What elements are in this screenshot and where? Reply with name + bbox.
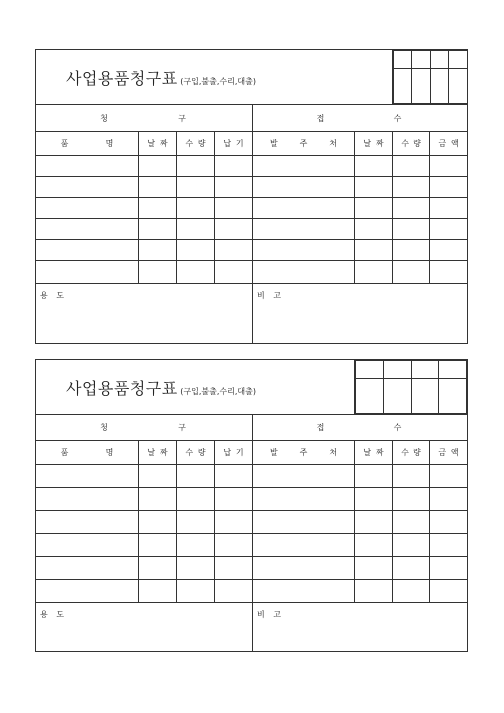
remarks-label: 비 고: [257, 291, 284, 300]
col-due: 납 기: [215, 132, 253, 156]
request-form-2: [35, 359, 467, 652]
col-due: 납 기: [215, 441, 253, 465]
table-row[interactable]: [36, 465, 468, 488]
table-row[interactable]: [36, 198, 468, 219]
section-receive-header: 접 수: [253, 415, 468, 441]
table-row[interactable]: [36, 557, 468, 580]
remarks-label: 비 고: [257, 610, 284, 619]
request-form-1: [35, 49, 467, 344]
table-row[interactable]: [36, 511, 468, 534]
col-date: 날 짜: [139, 441, 177, 465]
table-row[interactable]: [36, 156, 468, 177]
remarks-field[interactable]: [253, 284, 468, 344]
usage-field[interactable]: [36, 603, 253, 652]
form-title: [36, 360, 355, 415]
section-receive-header: 접 수: [253, 105, 468, 132]
col-receive-quantity: 수 량: [393, 441, 430, 465]
usage-label: 용 도: [40, 610, 67, 619]
col-amount: 금 액: [430, 441, 468, 465]
approval-box: [355, 360, 468, 415]
usage-label: 용 도: [40, 291, 67, 300]
title-main: 사업용품청구표: [66, 378, 178, 398]
col-receive-quantity: 수 량: [393, 132, 430, 156]
remarks-field[interactable]: [253, 603, 468, 652]
col-quantity: 수 량: [177, 132, 215, 156]
form-title: [36, 50, 393, 105]
title-sub: (구입,불출,수리,대출): [180, 386, 256, 396]
table-row[interactable]: [36, 534, 468, 557]
title-sub: (구입,불출,수리,대출): [180, 76, 256, 86]
usage-field[interactable]: [36, 284, 253, 344]
col-quantity: 수 량: [177, 441, 215, 465]
col-amount: 금 액: [430, 132, 468, 156]
title-main: 사업용품청구표: [66, 68, 178, 88]
col-supplier: 발 주 처: [253, 132, 355, 156]
col-receive-date: 날 짜: [355, 132, 393, 156]
section-request-header: 청 구: [36, 105, 253, 132]
table-row[interactable]: [36, 177, 468, 198]
table-row[interactable]: [36, 240, 468, 261]
col-item-name: 품 명: [36, 132, 139, 156]
table-row[interactable]: [36, 580, 468, 603]
table-row[interactable]: [36, 261, 468, 284]
section-request-header: 청 구: [36, 415, 253, 441]
table-row[interactable]: [36, 219, 468, 240]
col-date: 날 짜: [139, 132, 177, 156]
col-item-name: 품 명: [36, 441, 139, 465]
col-receive-date: 날 짜: [355, 441, 393, 465]
col-supplier: 발 주 처: [253, 441, 355, 465]
table-row[interactable]: [36, 488, 468, 511]
approval-box: [393, 50, 468, 105]
